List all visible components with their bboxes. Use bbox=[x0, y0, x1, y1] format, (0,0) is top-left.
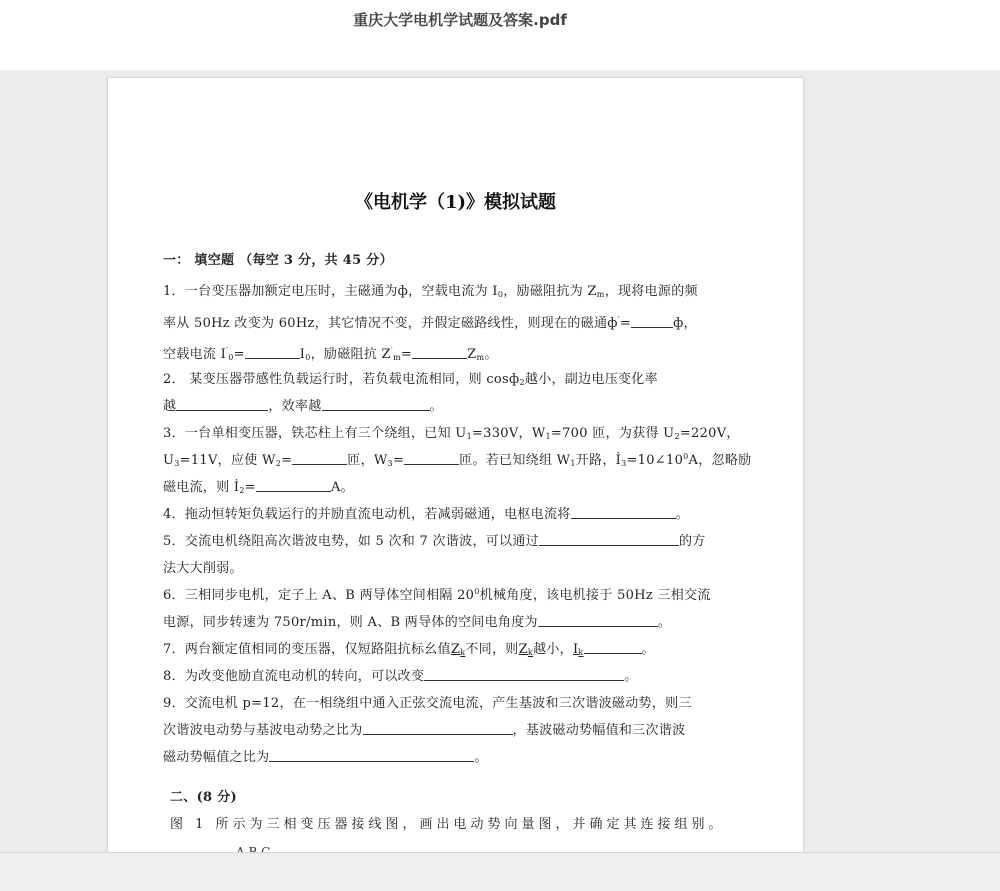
blank bbox=[571, 507, 676, 519]
blank bbox=[424, 669, 624, 681]
question-1-line-1: 1．一台变压器加额定电压时，主磁通为ф，空载电流为 $I_0$，励磁阻抗为 $Z_m$，现将电源的频 bbox=[163, 284, 698, 299]
blank bbox=[631, 316, 673, 328]
question-2-line-2: 越 ，效率越 。 bbox=[163, 399, 443, 414]
blank bbox=[269, 750, 474, 762]
question-1-line-2: 率从 50Hz 改变为 60Hz，其它情况不变，并假定磁路线性，则现在的磁通ф′= ф， bbox=[163, 315, 697, 331]
blank bbox=[256, 480, 331, 492]
question-9-line-2: 次谐波电动势与基波电动势之比为 ，基波磁动势幅值和三次谐波 bbox=[163, 723, 686, 738]
blank bbox=[322, 399, 430, 411]
question-2-line-1: 2． 某变压器带感性负载运行时，若负载电流相同，则 cosф$_2$越小，副边电压变化率 bbox=[163, 372, 658, 387]
blank bbox=[412, 347, 467, 359]
section2-text: 图 1 所示为三相变压器接线图，画出电动势向量图，并确定其连接组别。 bbox=[170, 817, 726, 832]
blank bbox=[176, 399, 268, 411]
viewer-bottom-bar bbox=[0, 852, 1000, 891]
document-title: 重庆大学电机学试题及答案.pdf bbox=[353, 11, 567, 29]
question-8: 8．为改变他励直流电动机的转向，可以改变 。 bbox=[163, 669, 638, 684]
pdf-page bbox=[107, 77, 804, 879]
question-3-line-1: 3．一台单相变压器，铁芯柱上有三个绕组，已知 $U_1=330V$，$W_1=700$ 匝，为获得 $U_2=220V$， bbox=[163, 426, 740, 441]
blank bbox=[584, 642, 642, 654]
blank bbox=[539, 534, 679, 546]
question-5-line-1: 5．交流电机绕阻高次谐波电势，如 5 次和 7 次谐波，可以通过 的方 bbox=[163, 534, 706, 549]
viewer-toolbar bbox=[0, 0, 1000, 70]
blank bbox=[363, 723, 513, 735]
question-1-line-3: 空载电流 $I'_0= I_0$，励磁阻抗 $Z'_m= Z_m$。 bbox=[163, 346, 498, 362]
section2-heading: 二、(8 分) bbox=[170, 790, 237, 805]
question-6-line-1: 6．三相同步电机，定子上 A、B 两导体空间相隔 $20^0$机械角度，该电机接于 50Hz 三相交流 bbox=[163, 587, 711, 603]
section1-heading: 一： 填空题 （每空 3 分，共 45 分） bbox=[163, 253, 393, 268]
question-9-line-1: 9．交流电机 p=12，在一相绕组中通入正弦交流电流，产生基波和三次谐波磁动势，则三 bbox=[163, 696, 692, 711]
question-3-line-2: $U_3=11V$，应使 $W_2=$ 匝，$W_3=$ 匝。若已知绕组 $W_1$开路，$İ_3=10\angle 10^0A$，忽略励 bbox=[163, 452, 752, 468]
exam-title: 《电机学（1)》模拟试题 bbox=[354, 192, 557, 213]
blank bbox=[245, 347, 300, 359]
blank bbox=[538, 615, 658, 627]
question-7: 7．两台额定值相同的变压器，仅短路阻抗标幺值$Z_k$不同，则$Z_k$越小，$I_k$ 。 bbox=[163, 642, 655, 657]
blank bbox=[404, 453, 459, 465]
question-9-line-3: 磁动势幅值之比为 。 bbox=[163, 750, 488, 765]
question-6-line-2: 电源，同步转速为 750r/min，则 A、B 两导体的空间电角度为 。 bbox=[163, 615, 672, 630]
question-4: 4．拖动恒转矩负载运行的并励直流电动机，若减弱磁通，电枢电流将 。 bbox=[163, 507, 689, 522]
blank bbox=[292, 453, 347, 465]
question-3-line-3: 磁电流，则 $İ_2= A$。 bbox=[163, 480, 354, 495]
question-5-line-2: 法大大削弱。 bbox=[163, 561, 243, 576]
